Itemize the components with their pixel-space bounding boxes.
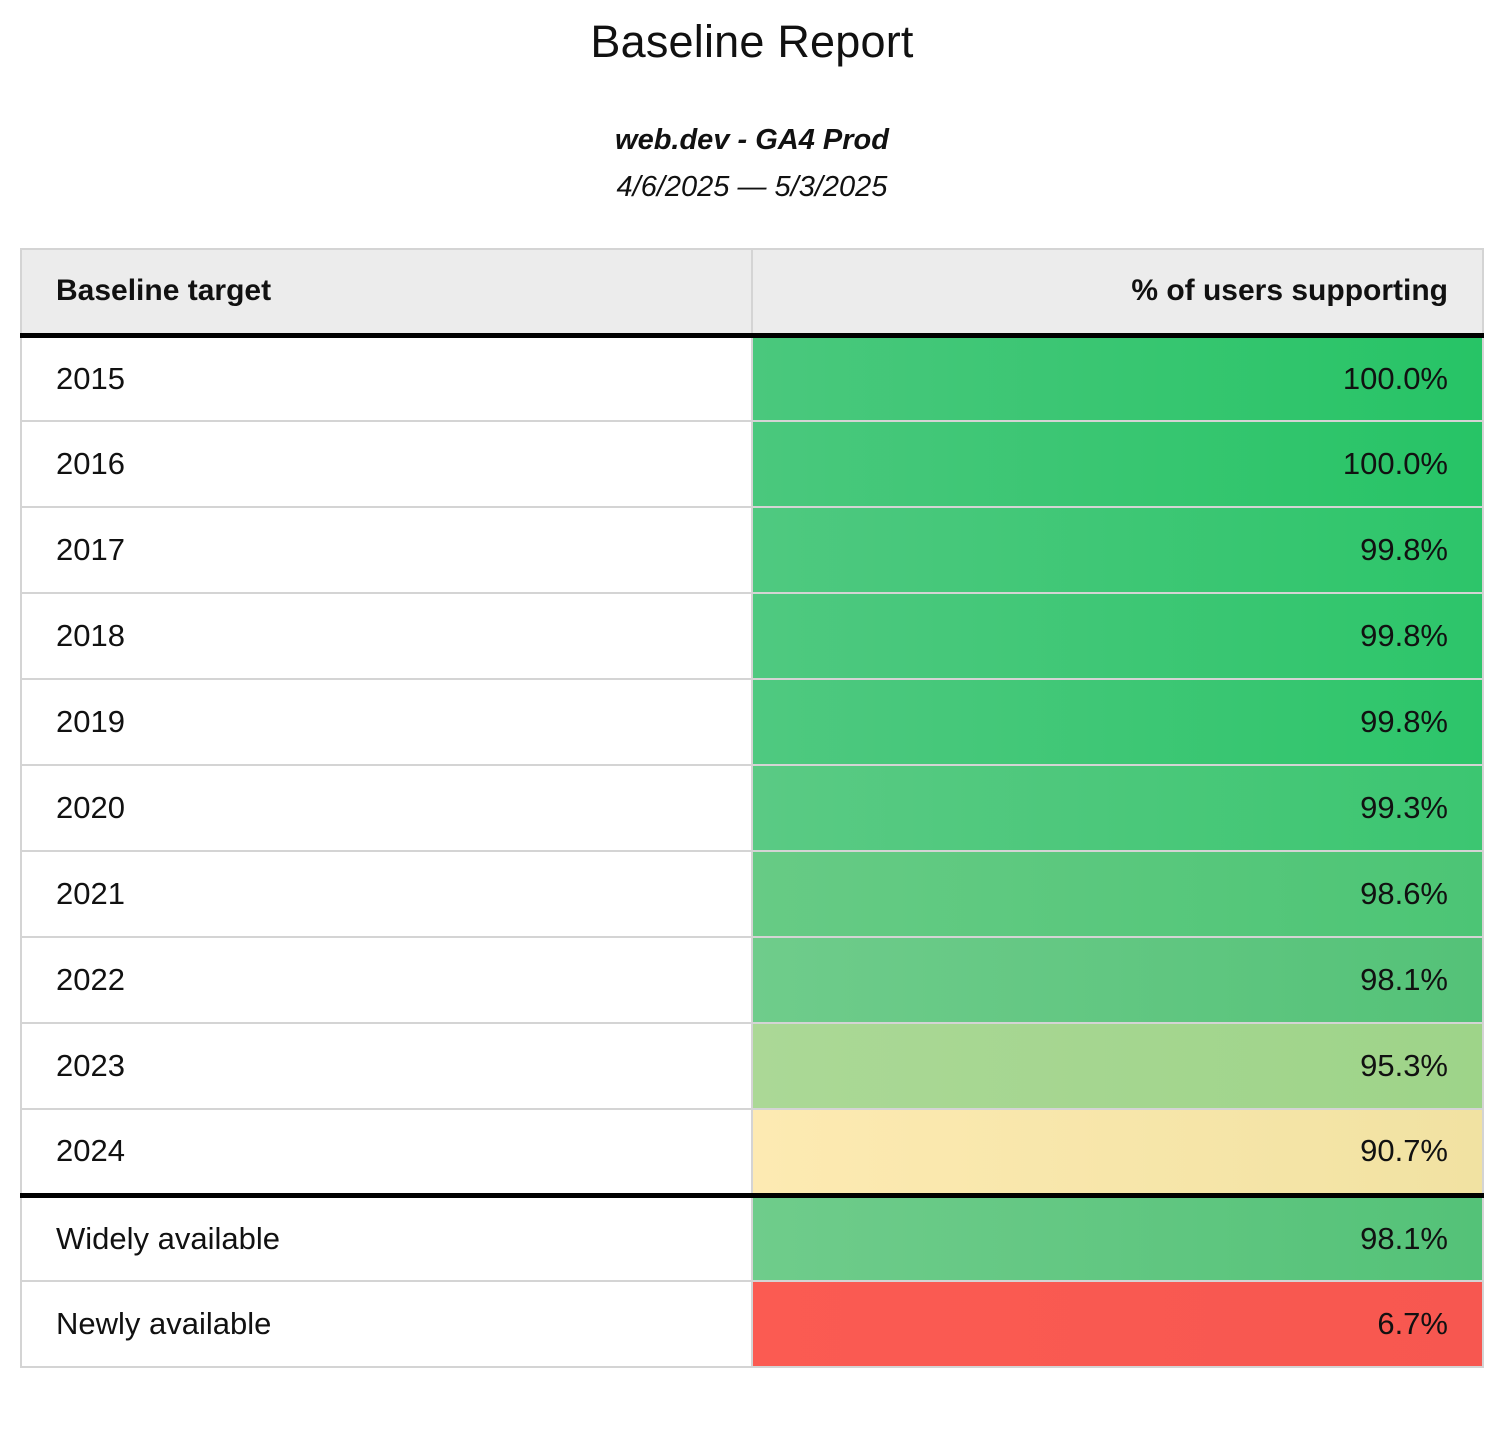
users-supporting-cell: 99.8% — [752, 593, 1483, 679]
table-row — [21, 421, 1483, 507]
users-supporting-cell: 98.1% — [752, 1195, 1483, 1281]
column-header-users-supporting: % of users supporting — [752, 249, 1483, 335]
users-supporting-cell: 98.6% — [752, 851, 1483, 937]
users-supporting-cell: 90.7% — [752, 1109, 1483, 1195]
baseline-target-cell: 2021 — [21, 851, 752, 937]
table-body — [21, 335, 1483, 1367]
report-date-range: 4/6/2025 — 5/3/2025 — [616, 171, 888, 203]
report-page — [0, 16, 1504, 1442]
baseline-target-cell: 2022 — [21, 937, 752, 1023]
page-title: Baseline Report — [590, 16, 914, 67]
header-row — [21, 249, 1483, 335]
users-supporting-cell: 6.7% — [752, 1281, 1483, 1367]
baseline-target-cell: Widely available — [21, 1195, 752, 1281]
baseline-target-cell: 2020 — [21, 765, 752, 851]
baseline-target-cell: 2015 — [21, 335, 752, 421]
table-row — [21, 335, 1483, 421]
column-header-baseline-target: Baseline target — [21, 249, 752, 335]
table-row — [21, 679, 1483, 765]
baseline-target-cell: 2023 — [21, 1023, 752, 1109]
baseline-table — [20, 248, 1484, 1368]
baseline-target-cell: 2017 — [21, 507, 752, 593]
users-supporting-cell: 99.3% — [752, 765, 1483, 851]
users-supporting-cell: 100.0% — [752, 335, 1483, 421]
table-header — [21, 249, 1483, 335]
users-supporting-cell: 100.0% — [752, 421, 1483, 507]
baseline-target-cell: Newly available — [21, 1281, 752, 1367]
users-supporting-cell: 99.8% — [752, 507, 1483, 593]
table-row — [21, 1281, 1483, 1367]
table-row — [21, 937, 1483, 1023]
table-row — [21, 1109, 1483, 1195]
table-row — [21, 1023, 1483, 1109]
users-supporting-cell: 95.3% — [752, 1023, 1483, 1109]
baseline-target-cell: 2019 — [21, 679, 752, 765]
baseline-target-cell: 2016 — [21, 421, 752, 507]
users-supporting-cell: 99.8% — [752, 679, 1483, 765]
table-row — [21, 1195, 1483, 1281]
table-row — [21, 765, 1483, 851]
report-subtitle: web.dev - GA4 Prod — [615, 124, 889, 156]
users-supporting-cell: 98.1% — [752, 937, 1483, 1023]
table-row — [21, 507, 1483, 593]
baseline-target-cell: 2024 — [21, 1109, 752, 1195]
table-row — [21, 593, 1483, 679]
table-row — [21, 851, 1483, 937]
baseline-target-cell: 2018 — [21, 593, 752, 679]
